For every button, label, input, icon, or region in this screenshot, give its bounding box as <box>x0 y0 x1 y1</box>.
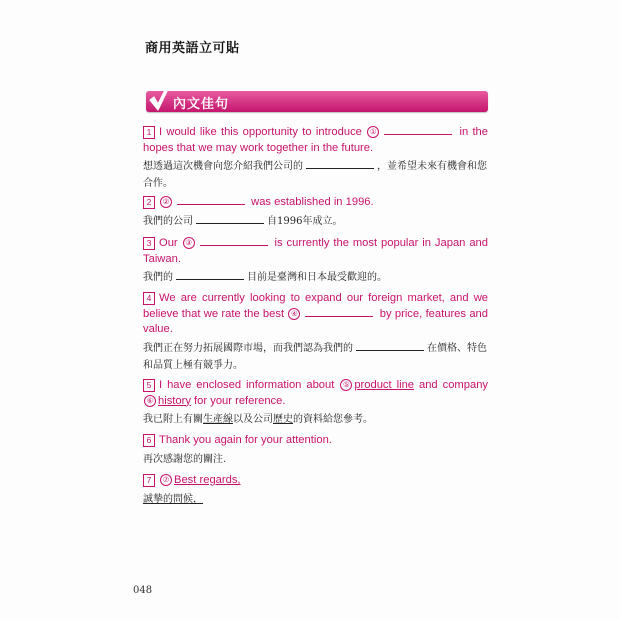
sentence-item <box>143 378 488 428</box>
sentence-item <box>143 125 488 192</box>
english-sentence: 2 ② was established in 1996. <box>143 195 488 211</box>
chinese-translation: 再次感謝您的關注. <box>143 453 227 465</box>
underlined-term: history <box>158 394 191 407</box>
fill-blank <box>384 125 452 135</box>
sentence-item <box>143 473 488 508</box>
underlined-term: Best regards, <box>174 474 241 486</box>
fill-blank <box>356 341 424 351</box>
chinese-translation: 我們的 目前是臺灣和日本最受歡迎的。 <box>143 272 387 283</box>
item-number: 2 <box>143 196 155 209</box>
page-number: 048 <box>133 585 153 596</box>
blank-marker: ⑤ <box>340 379 352 391</box>
blank-marker: ① <box>367 126 379 138</box>
english-sentence: 6 Thank you again for your attention. <box>143 433 488 449</box>
item-number: 6 <box>143 434 155 447</box>
chinese-translation: 我們的公司 自1996年成立。 <box>143 215 343 227</box>
underlined-term: product line <box>354 379 415 391</box>
underlined-term: 誠摯的問候， <box>143 493 203 505</box>
sentence-item <box>143 433 488 468</box>
chinese-translation <box>143 491 488 508</box>
fill-blank <box>305 307 373 317</box>
blank-marker: ② <box>160 196 172 208</box>
blank-marker: ⑦ <box>160 474 172 486</box>
section-title: 內文佳句 <box>173 97 230 112</box>
sentence-item <box>143 236 488 286</box>
english-sentence: 1 I would like this opportunity to introduce ① in the hopes that we may work together in the future. <box>143 126 489 154</box>
chinese-translation: 想透過這次機會向您介紹我們公司的 ，並希望未來有機會和您合作。 <box>143 161 487 189</box>
sentence-item <box>143 291 488 374</box>
fill-blank <box>177 195 245 205</box>
english-sentence: 4 We are currently looking to expand our foreign market, and we believe that we rate the best ④ by price, features and value. <box>143 292 488 335</box>
underlined-term: 生產線 <box>203 414 233 425</box>
fill-blank <box>306 159 374 169</box>
chinese-translation: 我已附上有關生產線以及公司歷史的資料給您參考。 <box>143 414 373 425</box>
blank-marker: ④ <box>288 308 300 320</box>
item-number: 7 <box>143 474 155 487</box>
chinese-translation: 我們正在努力拓展國際市場，而我們認為我們的 在價格、特色和品質上極有競爭力。 <box>143 342 487 371</box>
blank-marker: ⑥ <box>144 395 156 407</box>
item-number: 4 <box>143 292 155 305</box>
item-number: 1 <box>143 126 155 139</box>
fill-blank <box>176 270 244 280</box>
english-sentence <box>143 473 488 489</box>
blank-marker: ③ <box>183 237 195 249</box>
sentence-item <box>143 195 488 230</box>
item-number: 3 <box>143 237 155 250</box>
fill-blank <box>200 236 268 246</box>
checkmark-icon <box>148 84 170 112</box>
english-sentence: 5 I have enclosed information about ⑤ product line and company ⑥ history for your reference. <box>143 378 488 409</box>
item-number: 5 <box>143 379 155 392</box>
underlined-term: 歷史 <box>273 414 293 425</box>
fill-blank <box>196 214 264 224</box>
book-title: 商用英語立可貼 <box>145 41 240 56</box>
english-sentence: 3 Our ③ is currently the most popular in Japan and Taiwan. <box>143 237 488 265</box>
